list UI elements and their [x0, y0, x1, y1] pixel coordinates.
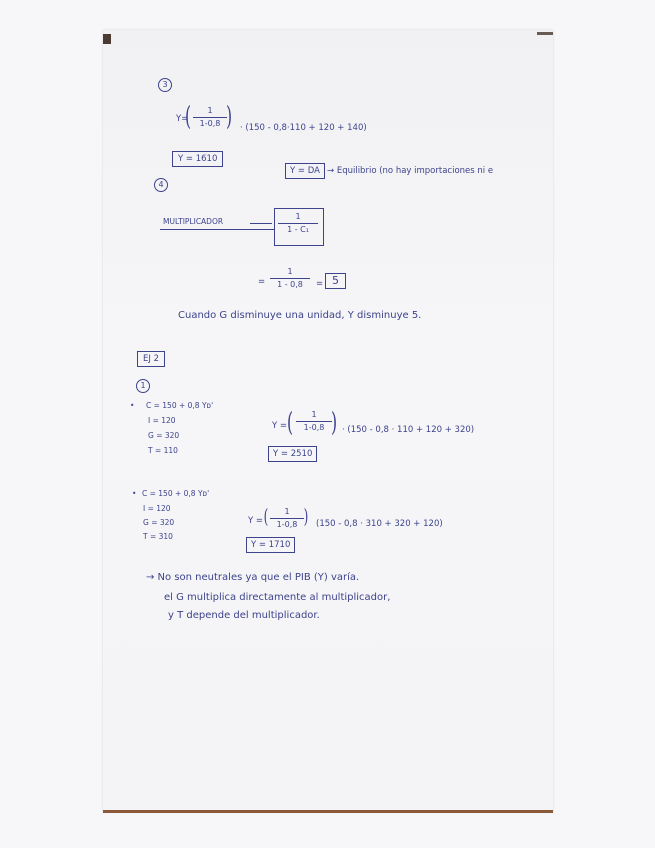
multiplier-denominator: 1 - C₁: [287, 225, 309, 234]
var-t: T = 310: [143, 532, 173, 541]
var-c: C = 150 + 0,8 Yᴅ': [142, 489, 210, 498]
fraction-denominator: 1-0,8: [199, 119, 221, 128]
result-box-b: Y = 1710: [246, 537, 295, 553]
var-g: G = 320: [143, 518, 175, 527]
close-paren: ): [303, 504, 309, 528]
open-paren: (: [263, 504, 269, 528]
expression-b: (150 - 0,8 · 310 + 320 + 120): [316, 519, 443, 529]
fraction-bar: [270, 278, 310, 279]
result-box: Y = 1610: [172, 151, 223, 167]
var-c: C = 150 + 0,8 Yᴅ': [146, 401, 214, 410]
multiplier-numerator: 1: [295, 212, 301, 221]
fraction-numerator: 1: [311, 410, 317, 419]
exercise-2-title: EJ 2: [137, 351, 165, 367]
open-paren: (: [287, 408, 294, 438]
note-line-2: el G multiplica directamente al multiplicador,: [164, 592, 391, 603]
fraction-numerator: 1: [207, 106, 213, 115]
equals-sign-2: =: [316, 279, 324, 289]
open-paren: (: [185, 102, 192, 132]
page-bottom-edge: [103, 810, 553, 813]
fraction-bar: [270, 518, 304, 519]
fraction-bar: [296, 421, 332, 422]
conclusion-text: Cuando G disminuye una unidad, Y disminuye 5.: [178, 310, 422, 321]
y-label-a: Y =: [272, 421, 288, 431]
fraction-denominator: 1-0,8: [276, 520, 298, 529]
var-g: G = 320: [148, 431, 180, 440]
multiplier-result-box: 5: [325, 273, 346, 289]
underline: [160, 229, 275, 230]
close-paren: ): [226, 102, 233, 132]
expression: · (150 - 0,8·110 + 120 + 140): [240, 123, 367, 133]
y-label-b: Y =: [248, 516, 264, 526]
note-line-1: → No son neutrales ya que el PIB (Y) varía.: [146, 572, 360, 583]
fraction-numerator: 1: [287, 267, 293, 276]
result-box-a: Y = 2510: [268, 446, 317, 462]
page-corner-mark-right: [537, 32, 553, 35]
multiplier-value-fraction: [270, 267, 310, 290]
expression-a: · (150 - 0,8 · 110 + 120 + 320): [342, 425, 475, 435]
page-corner-mark: [103, 34, 111, 44]
equilibrium-note: → Equilibrio (no hay importaciones ni e: [327, 166, 494, 176]
item-marker-3: 3: [158, 78, 172, 92]
bullet: •: [132, 489, 137, 498]
multiplier-fraction: [278, 212, 318, 235]
fraction-bar: [193, 117, 227, 118]
y-label: Y=: [176, 114, 189, 124]
fraction-bar: [278, 223, 318, 224]
bullet: •: [130, 401, 135, 410]
fraction-1: [193, 106, 227, 129]
close-paren: ): [331, 408, 338, 438]
equals-sign: =: [258, 277, 266, 287]
item-marker-4: 4: [154, 178, 168, 192]
fraction-denominator: 1 - 0,8: [277, 280, 303, 289]
var-t: T = 110: [148, 446, 178, 455]
y-da-box: Y = DA: [285, 163, 325, 179]
fraction-numerator: 1: [284, 507, 290, 516]
item-marker-1: 1: [136, 379, 150, 393]
arrow-line: [250, 223, 272, 224]
note-line-3: y T depende del multiplicador.: [168, 610, 320, 621]
fraction-denominator: 1-0,8: [303, 423, 325, 432]
var-i: I = 120: [148, 416, 176, 425]
fraction-a: [296, 410, 332, 433]
var-i: I = 120: [143, 504, 171, 513]
fraction-b: [270, 507, 304, 530]
multiplier-label: MULTIPLICADOR: [163, 217, 224, 226]
